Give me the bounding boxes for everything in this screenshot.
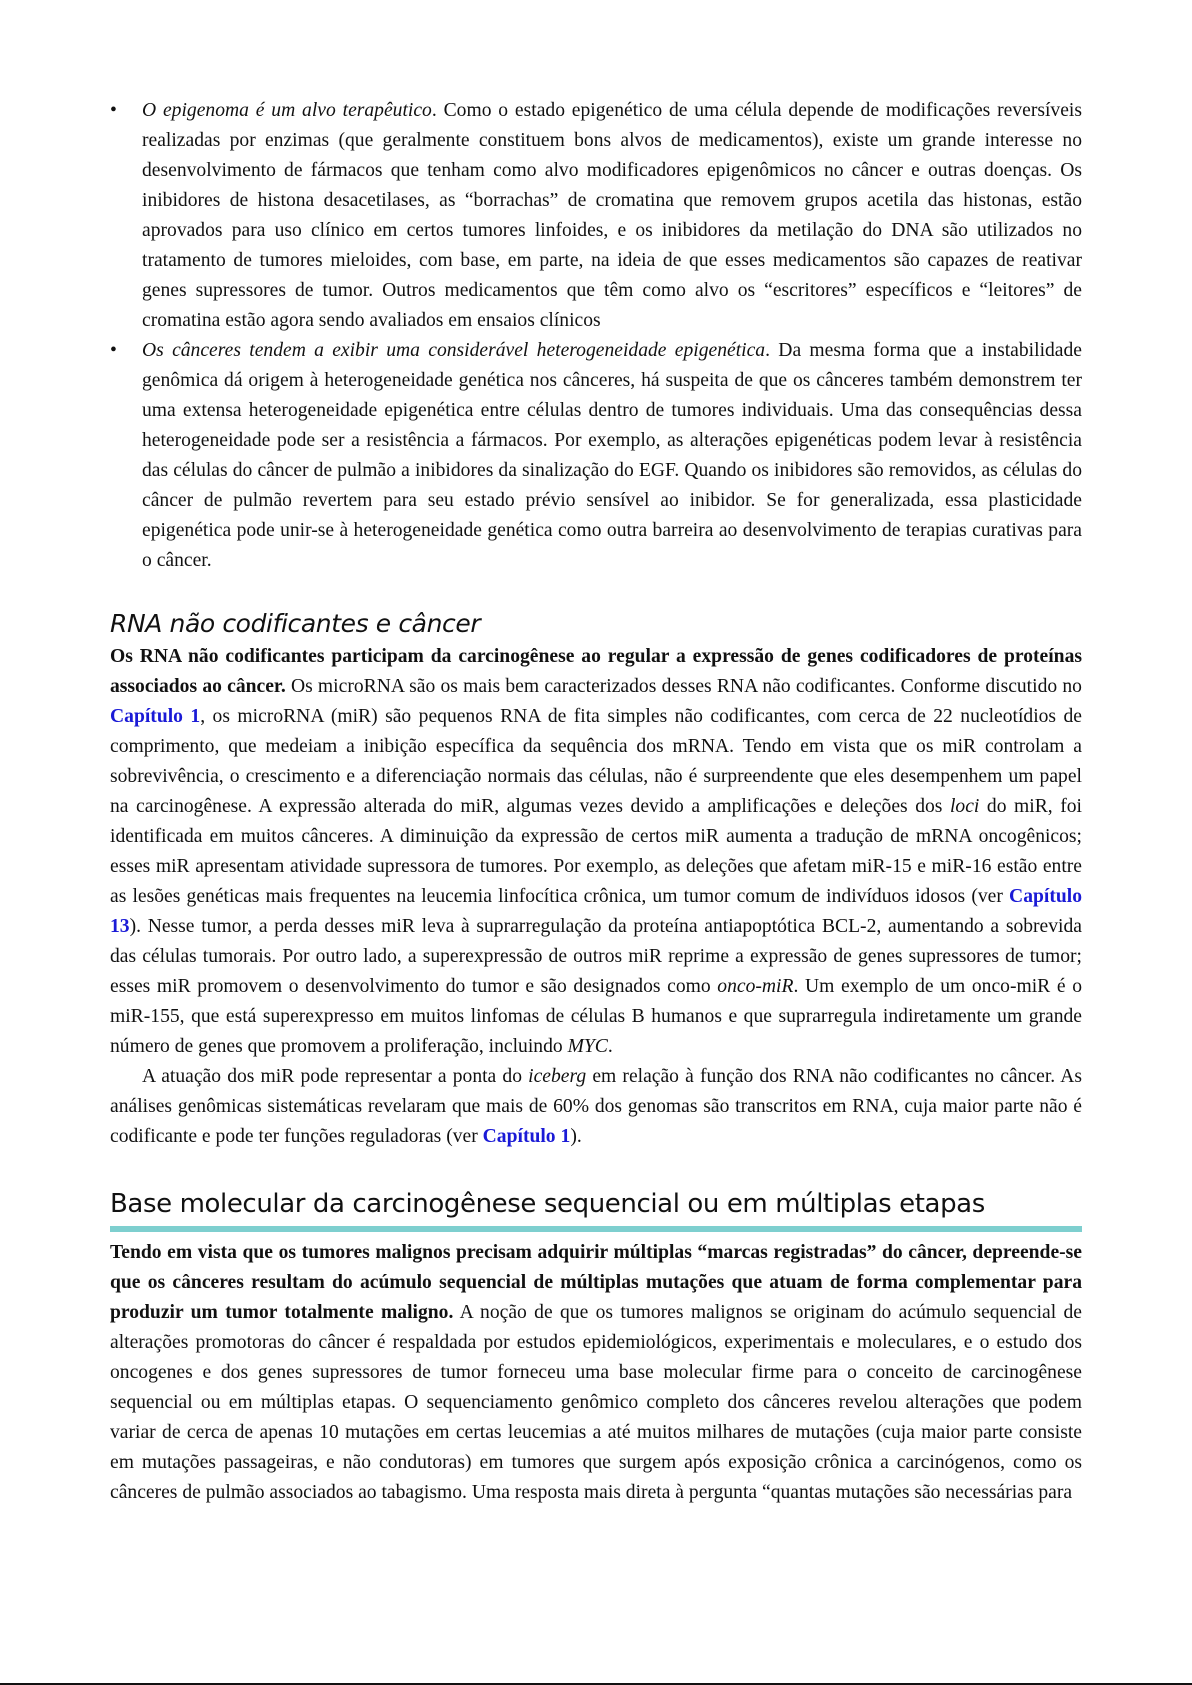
- bullet-list: [110, 96, 1082, 576]
- bullet-text: . Como o estado epigenético de uma célula depende de modificações reversíveis realizadas por enzimas (que geralmente constituem bons alvos de medicamentos), existe um grande interesse no desenvolvimento de fármacos que tenham como alvo modificadores epigenômicos no câncer e outras doenças. Os inibidores de histona desacetilases, as “borrachas” de cromatina que removem grupos acetila das histonas, estão aprovados para uso clínico em certos tumores linfoides, e os inibidores da metilação do DNA são utilizados no tratamento de tumores mieloides, com base, em parte, na ideia de que esses medicamentos são capazes de reativar genes supressores de tumor. Outros medicamentos que têm como alvo os “escritores” específicos e “leitores” de cromatina estão agora sendo avaliados em ensaios clínicos: [142, 100, 1082, 331]
- text-run: ).: [570, 1126, 582, 1147]
- paragraph-rna-2: [110, 1062, 1082, 1152]
- section-heading-multistep: Base molecular da carcinogênese sequencial ou em múltiplas etapas: [110, 1186, 1082, 1232]
- text-run: Os microRNA são os mais bem caracterizados desses RNA não codificantes. Conforme discutido no: [285, 676, 1082, 697]
- text-run: A atuação dos miR pode representar a ponta do: [142, 1066, 529, 1087]
- bold-lead: Os RNA não codificantes participam da carcinogênese ao regular a expressão de genes codificadores de proteínas associados ao câncer.: [110, 646, 1082, 697]
- text-run: , os microRNA (miR) são pequenos RNA de fita simples não codificantes, com cerca de 22 nucleotídios de comprimento, que medeiam a inibição específica da sequência dos mRNA. Tendo em vista que os miR controlam a sobrevivência, o crescimento e a diferenciação normais das células, não é surpreendente que eles desempenhem um papel na carcinogênese. A expressão alterada do miR, algumas vezes devido a amplificações e deleções dos: [110, 706, 1082, 817]
- bullet-item-epigenome-target: [110, 96, 1082, 336]
- italic-gene: MYC: [567, 1036, 608, 1057]
- bullet-item-heterogeneity: [110, 336, 1082, 576]
- bold-lead: Tendo em vista que os tumores malignos precisam adquirir múltiplas “marcas registradas” do câncer, depreende-se que os cânceres resultam do acúmulo sequencial de múltiplas mutações que atuam de forma complementar para produzir um tumor totalmente maligno.: [110, 1242, 1082, 1323]
- paragraph-multistep-1: [110, 1238, 1082, 1508]
- text-run: em relação à função dos RNA não codificantes no câncer. As análises genômicas sistemáticas revelaram que mais de 60% dos genomas são transcritos em RNA, cuja maior parte não é codificante e pode ter funções reguladoras (ver: [110, 1066, 1083, 1147]
- italic-term: iceberg: [528, 1066, 587, 1087]
- section-heading-rna: RNA não codificantes e câncer: [110, 609, 481, 638]
- chapter-13-link[interactable]: Capítulo 13: [110, 886, 1082, 937]
- bullet-icon: •: [110, 340, 117, 361]
- bullet-lead: O epigenoma é um alvo terapêutico: [142, 100, 432, 121]
- text-run: A noção de que os tumores malignos se originam do acúmulo sequencial de alterações promotoras do câncer é respaldada por estudos epidemiológicos, experimentais e moleculares, e o estudo dos oncogenes e dos genes supressores de tumor forneceu uma base molecular firme para o conceito de carcinogênese sequencial ou em múltiplas etapas. O sequenciamento genômico completo dos cânceres revelou alterações que podem variar de cerca de apenas 10 mutações em certas leucemias a até muitos milhares de mutações (cuja maior parte consiste em mutações passageiras, e não condutoras) em tumores que surgem após exposição crônica a carcinógenos, como os cânceres de pulmão associados ao tabagismo. Uma resposta mais direta à pergunta “quantas mutações são necessárias para: [110, 1302, 1082, 1503]
- document-page: [110, 96, 1082, 1508]
- bullet-lead: Os cânceres tendem a exibir uma considerável heterogeneidade epigenética: [142, 340, 766, 361]
- chapter-1-link[interactable]: Capítulo 1: [110, 706, 201, 727]
- text-run: do miR, foi identificada em muitos cânceres. A diminuição da expressão de certos miR aumenta a tradução de mRNA oncogênicos; esses miR apresentam atividade supressora de tumores. Por exemplo, as deleções que afetam miR-15 e miR-16 estão entre as lesões genéticas mais frequentes na leucemia linfocítica crônica, um tumor comum de indivíduos idosos (ver: [110, 796, 1082, 907]
- text-run: . Um exemplo de um onco-miR é o miR-155, que está superexpresso em muitos linfomas de células B humanos e que suprarregula indiretamente um grande número de genes que promovem a proliferação, incluindo: [110, 976, 1082, 1057]
- chapter-1-link[interactable]: Capítulo 1: [482, 1126, 571, 1147]
- italic-term: loci: [949, 796, 980, 817]
- paragraph-rna-1: [110, 642, 1082, 1062]
- italic-term: onco-miR: [717, 976, 794, 997]
- text-run: ). Nesse tumor, a perda desses miR leva à suprarregulação da proteína antiapoptótica BCL-2, aumentando a sobrevida das células tumorais. Por outro lado, a superexpressão de outros miR reprime a expressão de genes supressores de tumor; esses miR promovem o desenvolvimento do tumor e são designados como: [110, 916, 1082, 997]
- bullet-text: . Da mesma forma que a instabilidade genômica dá origem à heterogeneidade genética nos cânceres, há suspeita de que os cânceres também demonstrem ter uma extensa heterogeneidade epigenética entre células dentro de tumores individuais. Uma das consequências dessa heterogeneidade pode ser a resistência a fármacos. Por exemplo, as alterações epigenéticas podem levar à resistência das células do câncer de pulmão a inibidores da sinalização do EGF. Quando os inibidores são removidos, as células do câncer de pulmão revertem para seu estado prévio sensível ao inibidor. Se for generalizada, essa plasticidade epigenética pode unir-se à heterogeneidade genética como outra barreira ao desenvolvimento de terapias curativas para o câncer.: [142, 340, 1082, 571]
- bullet-icon: •: [110, 100, 117, 121]
- text-run: .: [607, 1036, 613, 1057]
